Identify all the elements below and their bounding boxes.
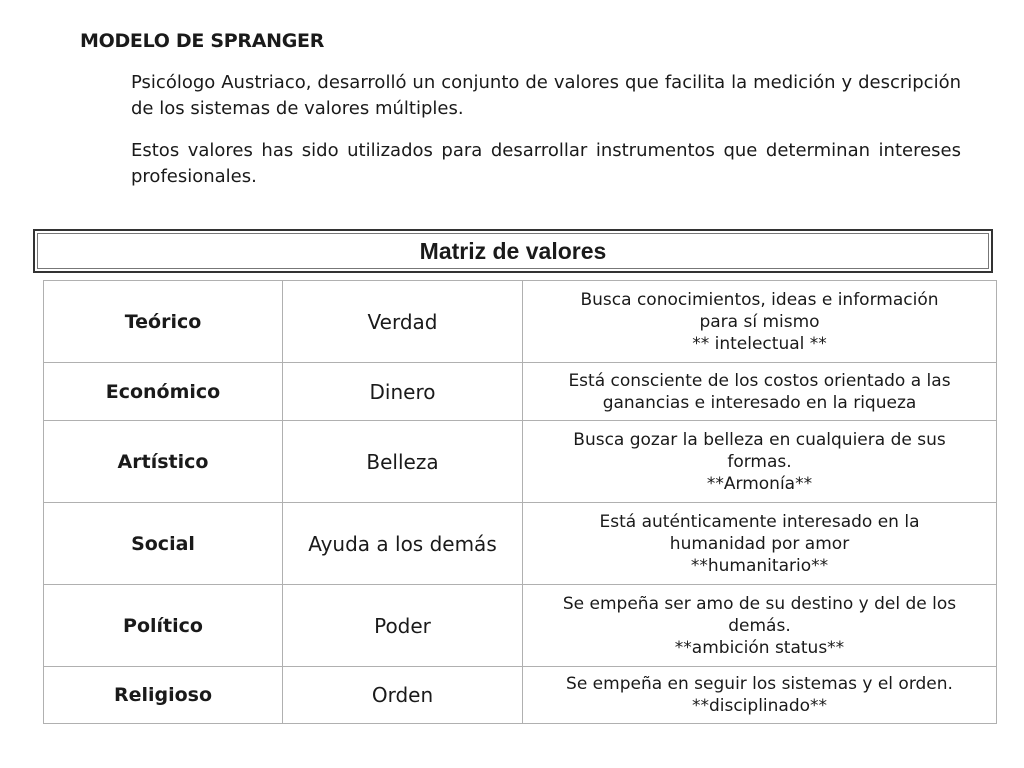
value-description-cell <box>523 667 997 724</box>
description-line: formas. <box>727 451 792 472</box>
description-line: **ambición status** <box>674 637 845 658</box>
description-line: humanidad por amor <box>669 533 850 554</box>
description-line: Busca gozar la belleza en cualquiera de sus <box>573 429 946 450</box>
value-name-cell: Verdad <box>283 281 523 363</box>
table-row <box>44 363 997 421</box>
table-row <box>44 281 997 363</box>
table-row <box>44 421 997 503</box>
value-name-cell: Ayuda a los demás <box>283 503 523 585</box>
paragraph-intro: Psicólogo Austriaco, desarrolló un conjunto de valores que facilita la medición y descripción de los sistemas de valores múltiples. <box>131 72 961 119</box>
table-row <box>44 585 997 667</box>
description-line: Está consciente de los costos orientado a las <box>568 370 951 391</box>
section-heading: MODELO DE SPRANGER <box>80 30 325 52</box>
matrix-title: Matriz de valores <box>37 233 989 269</box>
value-name-cell: Poder <box>283 585 523 667</box>
value-name-cell: Orden <box>283 667 523 724</box>
description-line: Se empeña en seguir los sistemas y el orden. <box>566 674 953 694</box>
value-description-cell <box>523 421 997 503</box>
description-line: Está auténticamente interesado en la <box>599 511 920 532</box>
paragraph-usage: Estos valores has sido utilizados para desarrollar instrumentos que determinan intereses profesionales. <box>131 140 961 187</box>
values-matrix-table <box>43 280 997 724</box>
description-line: demás. <box>728 615 791 636</box>
description-line: **disciplinado** <box>691 696 828 716</box>
value-type-cell: Social <box>44 503 283 585</box>
value-description-cell <box>523 281 997 363</box>
value-type-cell: Económico <box>44 363 283 421</box>
value-type-cell: Político <box>44 585 283 667</box>
value-name-cell: Dinero <box>283 363 523 421</box>
description-line: **humanitario** <box>690 555 829 576</box>
matrix-title-frame <box>33 229 993 273</box>
value-description-cell <box>523 503 997 585</box>
value-type-cell: Teórico <box>44 281 283 363</box>
description-line: ** intelectual ** <box>692 333 827 354</box>
description-line: Se empeña ser amo de su destino y del de los <box>562 593 957 614</box>
description-line: **Armonía** <box>706 473 813 494</box>
table-row <box>44 667 997 724</box>
value-description-cell <box>523 585 997 667</box>
table-row <box>44 503 997 585</box>
description-line: ganancias e interesado en la riqueza <box>602 392 917 413</box>
value-type-cell: Religioso <box>44 667 283 724</box>
value-type-cell: Artístico <box>44 421 283 503</box>
description-line: para sí mismo <box>699 311 820 332</box>
value-name-cell: Belleza <box>283 421 523 503</box>
value-description-cell <box>523 363 997 421</box>
description-line: Busca conocimientos, ideas e información <box>580 289 939 310</box>
